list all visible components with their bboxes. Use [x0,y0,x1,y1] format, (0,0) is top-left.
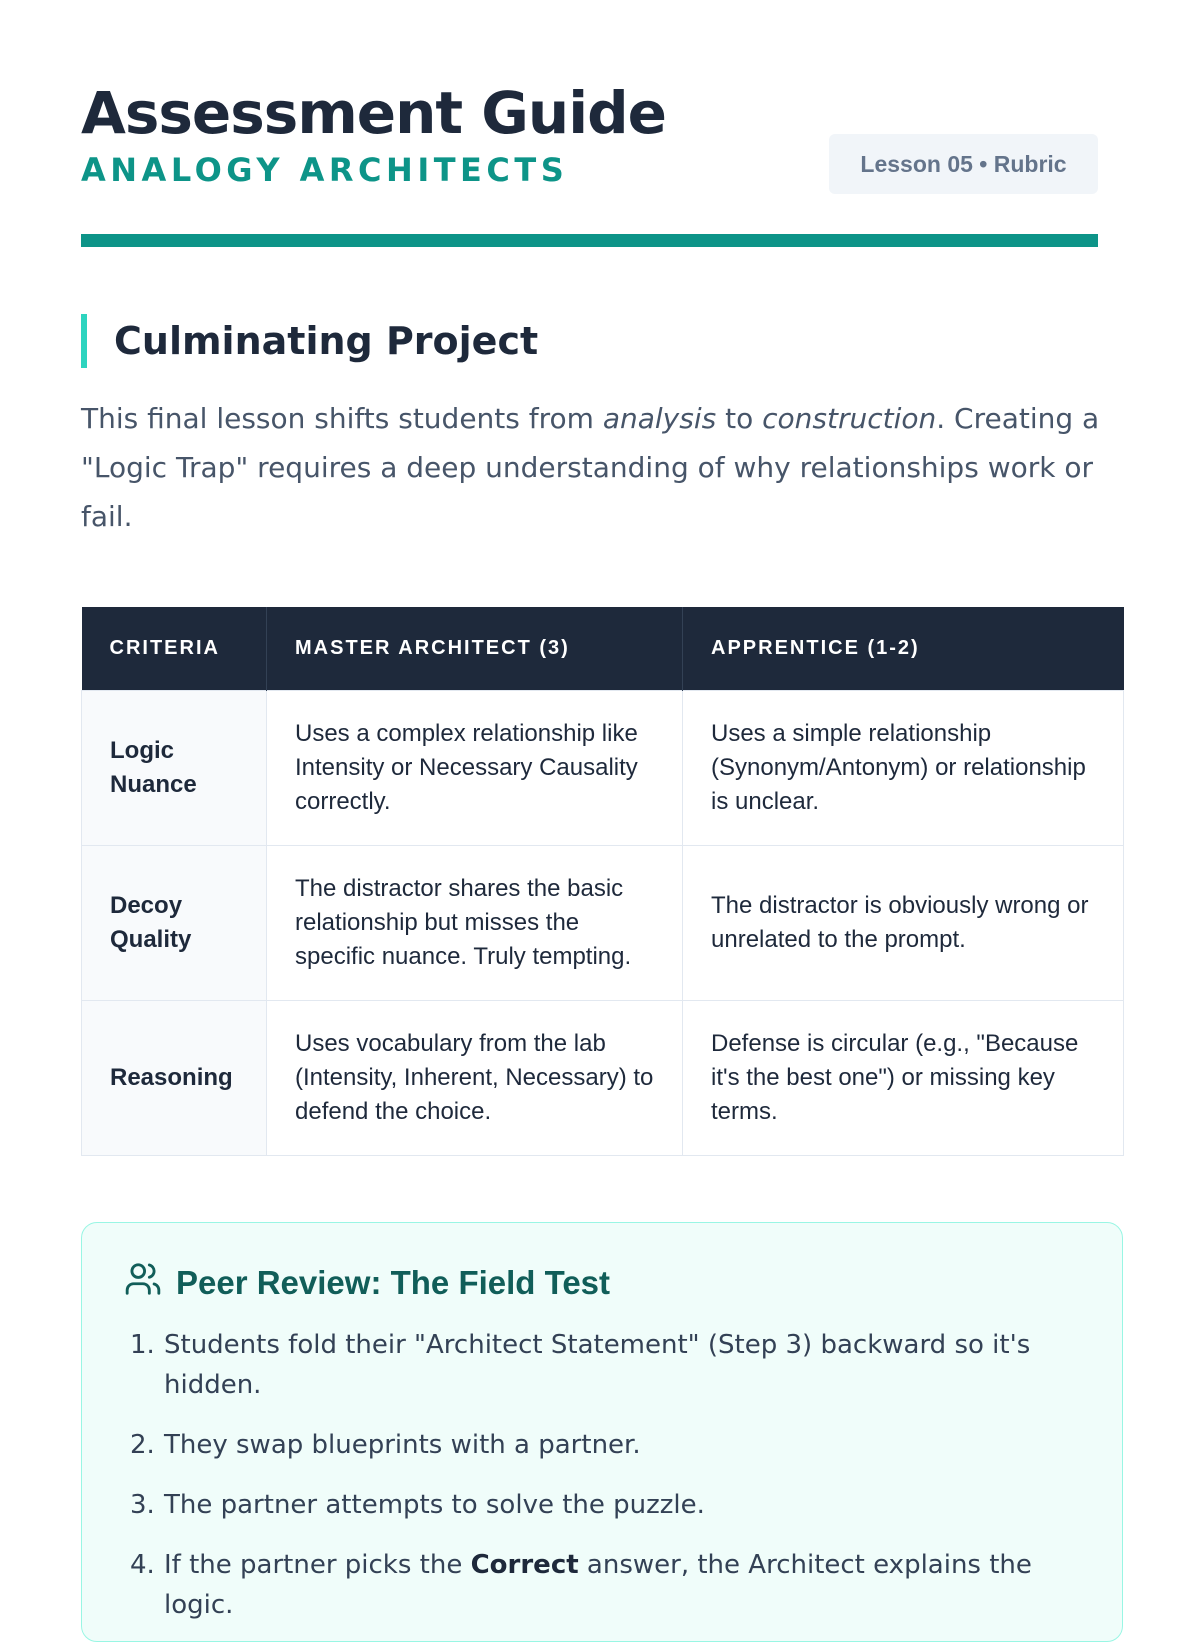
page-header [81,0,1098,250]
intro-paragraph [81,394,1121,541]
step-text: Students fold their "Architect Statement" (Step 3) backward so it's hidden. [164,1330,1031,1400]
column-header-master: MASTER ARCHITECT (3) [267,607,683,690]
table-row [82,1000,1124,1155]
master-cell: The distractor shares the basic relationship but misses the specific nuance. Truly tempting. [267,845,683,1000]
lesson-badge: Lesson 05 • Rubric [829,134,1098,194]
step-text: They swap blueprints with a partner. [164,1430,641,1460]
peer-review-box [81,1222,1123,1642]
peer-review-title [124,1261,1080,1305]
intro-text-1: This final lesson shifts students from [81,402,603,435]
step-number: 2. [130,1430,155,1460]
step-text: The partner attempts to solve the puzzle. [164,1490,705,1520]
intro-emphasis-construction: construction [762,402,937,435]
column-header-criteria: CRITERIA [82,607,267,690]
page-title: Assessment Guide [81,79,666,147]
criteria-cell: Decoy Quality [82,845,267,1000]
section-heading: Culminating Project [81,314,538,368]
list-item [124,1325,1080,1405]
peer-review-steps [124,1325,1080,1625]
apprentice-cell: The distractor is obviously wrong or unrelated to the prompt. [683,845,1124,1000]
column-header-apprentice: APPRENTICE (1-2) [683,607,1124,690]
intro-text-2: to [716,402,763,435]
rubric-table [81,607,1124,1156]
apprentice-cell: Uses a simple relationship (Synonym/Antonym) or relationship is unclear. [683,690,1124,845]
list-item [124,1485,1080,1525]
intro-text-3: . Creating a "Logic Trap" requires a deep understanding of why relationships work or fail. [81,402,1100,533]
step-text-bold: Correct [470,1550,579,1580]
peer-review-title-text: Peer Review: The Field Test [176,1264,611,1301]
table-row [82,690,1124,845]
users-icon [124,1260,162,1306]
criteria-cell: Reasoning [82,1000,267,1155]
list-item [124,1425,1080,1465]
master-cell: Uses a complex relationship like Intensity or Necessary Causality correctly. [267,690,683,845]
step-text-post: answer, the Architect explains the logic. [164,1550,1032,1620]
step-number: 1. [130,1330,155,1360]
step-number: 3. [130,1490,155,1520]
step-text-pre: If the partner picks the [164,1550,471,1580]
intro-emphasis-analysis: analysis [602,402,717,435]
master-cell: Uses vocabulary from the lab (Intensity, Inherent, Necessary) to defend the choice. [267,1000,683,1155]
table-row [82,845,1124,1000]
list-item [124,1545,1080,1625]
apprentice-cell: Defense is circular (e.g., "Because it's the best one") or missing key terms. [683,1000,1124,1155]
criteria-cell: Logic Nuance [82,690,267,845]
rubric-header-row [82,607,1124,690]
step-number: 4. [130,1550,155,1580]
header-divider [81,234,1098,247]
page-subtitle: ANALOGY ARCHITECTS [81,151,569,189]
